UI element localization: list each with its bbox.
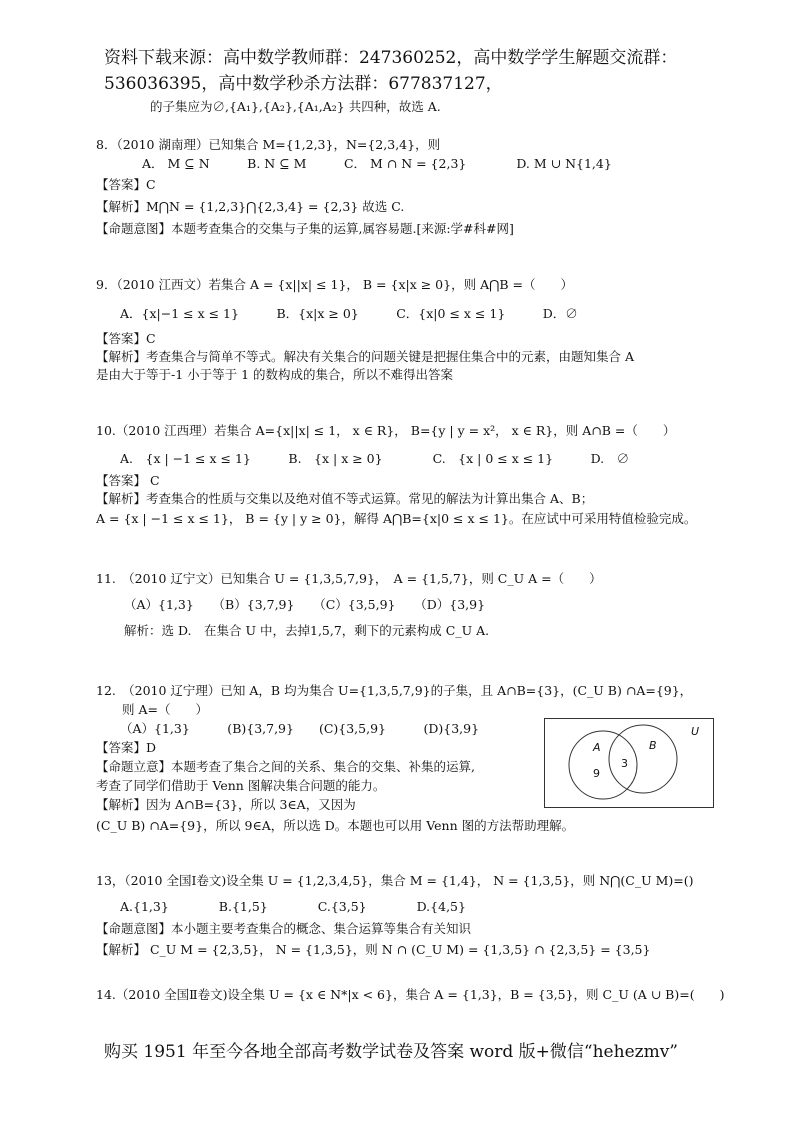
venn-diagram [544, 718, 714, 808]
analysis-text: (C_U B) ∩A={9}，所以 9∈A，所以选 D。本题也可以用 Venn 图的方法帮助理解。 [96, 818, 575, 833]
question-stem-continued: 则 A=（ ） [122, 702, 208, 717]
universe-label: U [691, 725, 700, 738]
header-line-1: 资料下载来源：高中数学教师群：247360252，高中数学学生解题交流群： [104, 48, 678, 68]
analysis-text: 【解析】考查集合的性质与交集以及绝对值不等式运算。常见的解法为计算出集合 A、B； [96, 491, 594, 506]
idea-text: 考查了同学们借助于 Venn 图解决集合问题的能力。 [96, 778, 386, 793]
analysis-text: A = {x | −1 ≤ x ≤ 1}， B = {y | y ≥ 0}，解得 A⋂B={x|0 ≤ x ≤ 1}。在应试中可采用特值检验完成。 [96, 511, 697, 526]
set-b-label: B [649, 739, 657, 752]
page-footer: 购买 1951 年至今各地全部高考数学试卷及答案 word 版+微信“hehezmv” [104, 1042, 678, 1062]
intro-text: 的子集应为∅,{A₁},{A₂},{A₁,A₂} 共四种，故选 A. [150, 99, 441, 114]
question-stem: 10.（2010 江西理）若集合 A={x||x| ≤ 1， x ∈ R}， B={y | y = x²， x ∈ R}，则 A∩B =（ ） [96, 423, 676, 438]
question-stem: 8．（2010 湖南理）已知集合 M={1,2,3}，N={2,3,4}，则 [96, 137, 441, 152]
set-a-label: A [593, 741, 601, 754]
question-stem: 11. （2010 辽宁文）已知集合 U = {1,3,5,7,9}， A = {1,5,7}，则 C_U A =（ ） [96, 571, 602, 586]
analysis-text: 【解析】M⋂N = {1,2,3}⋂{2,3,4} = {2,3} 故选 C. [96, 199, 405, 214]
idea-text: 【命题立意】本题考查了集合之间的关系、集合的交集、补集的运算, [96, 759, 475, 774]
intersection-element: 3 [621, 757, 628, 770]
question-stem: 14.（2010 全国Ⅱ卷文)设全集 U = {x ∈ N*|x < 6}，集合 A = {1,3}，B = {3,5}，则 C_U (A ∪ B)=( ) [96, 987, 725, 1002]
answer-text: 【答案】C [96, 177, 156, 192]
question-stem: 9．（2010 江西文）若集合 A = {x||x| ≤ 1}， B = {x|x ≥ 0}，则 A⋂B =（ ） [96, 277, 573, 292]
question-stem: 12. （2010 辽宁理）已知 A，B 均为集合 U={1,3,5,7,9}的子集，且 A∩B={3}，(C_U B) ∩A={9}， [96, 683, 693, 698]
set-a-element: 9 [593, 767, 600, 780]
intent-text: 【命题意图】本小题主要考查集合的概念、集合运算等集合有关知识 [96, 921, 472, 936]
question-options: A. {x | −1 ≤ x ≤ 1} B. {x | x ≥ 0} C. {x | 0 ≤ x ≤ 1} D. ∅ [120, 451, 630, 466]
analysis-text: 解析：选 D. 在集合 U 中，去掉1,5,7，剩下的元素构成 C_U A. [124, 623, 490, 638]
intent-text: 【命题意图】本题考查集合的交集与子集的运算,属容易题.[来源:学#科#网] [96, 221, 514, 236]
header-line-2: 536036395，高中数学秒杀方法群：677837127， [104, 74, 503, 94]
question-options: A.{1,3} B.{1,5} C.{3,5} D.{4,5} [120, 899, 466, 914]
question-options: A．{x|−1 ≤ x ≤ 1} B．{x|x ≥ 0} C．{x|0 ≤ x ≤ 1} D．∅ [120, 306, 578, 321]
answer-text: 【答案】D [96, 740, 157, 755]
question-stem: 13，（2010 全国Ⅰ卷文)设全集 U = {1,2,3,4,5}，集合 M = {1,4}， N = {1,3,5}，则 N⋂(C_U M)=() [96, 873, 694, 888]
analysis-text: 是由大于等于-1 小于等于 1 的数构成的集合，所以不难得出答案 [96, 367, 454, 382]
venn-circles [545, 719, 713, 807]
analysis-text: 【解析】因为 A∩B={3}，所以 3∈A，又因为 [96, 797, 356, 812]
analysis-text: 【解析】 C_U M = {2,3,5}， N = {1,3,5}，则 N ∩ (C_U M) = {1,3,5} ∩ {2,3,5} = {3,5} [96, 942, 651, 957]
analysis-text: 【解析】考查集合与简单不等式。解决有关集合的问题关键是把握住集合中的元素，由题知集合 A [96, 349, 635, 364]
answer-text: 【答案】C [96, 331, 156, 346]
question-options: （A）{1,3} （B）{3,7,9} （C）{3,5,9} （D）{3,9} [124, 597, 486, 612]
question-options: （A）{1,3} (B){3,7,9} (C){3,5,9} (D){3,9} [120, 721, 480, 736]
question-options: A． M ⊆ N B. N ⊆ M C． M ∩ N = {2,3} D. M ∪ N{1,4} [142, 156, 612, 171]
answer-text: 【答案】 C [96, 473, 160, 488]
set-b-circle [609, 725, 677, 793]
